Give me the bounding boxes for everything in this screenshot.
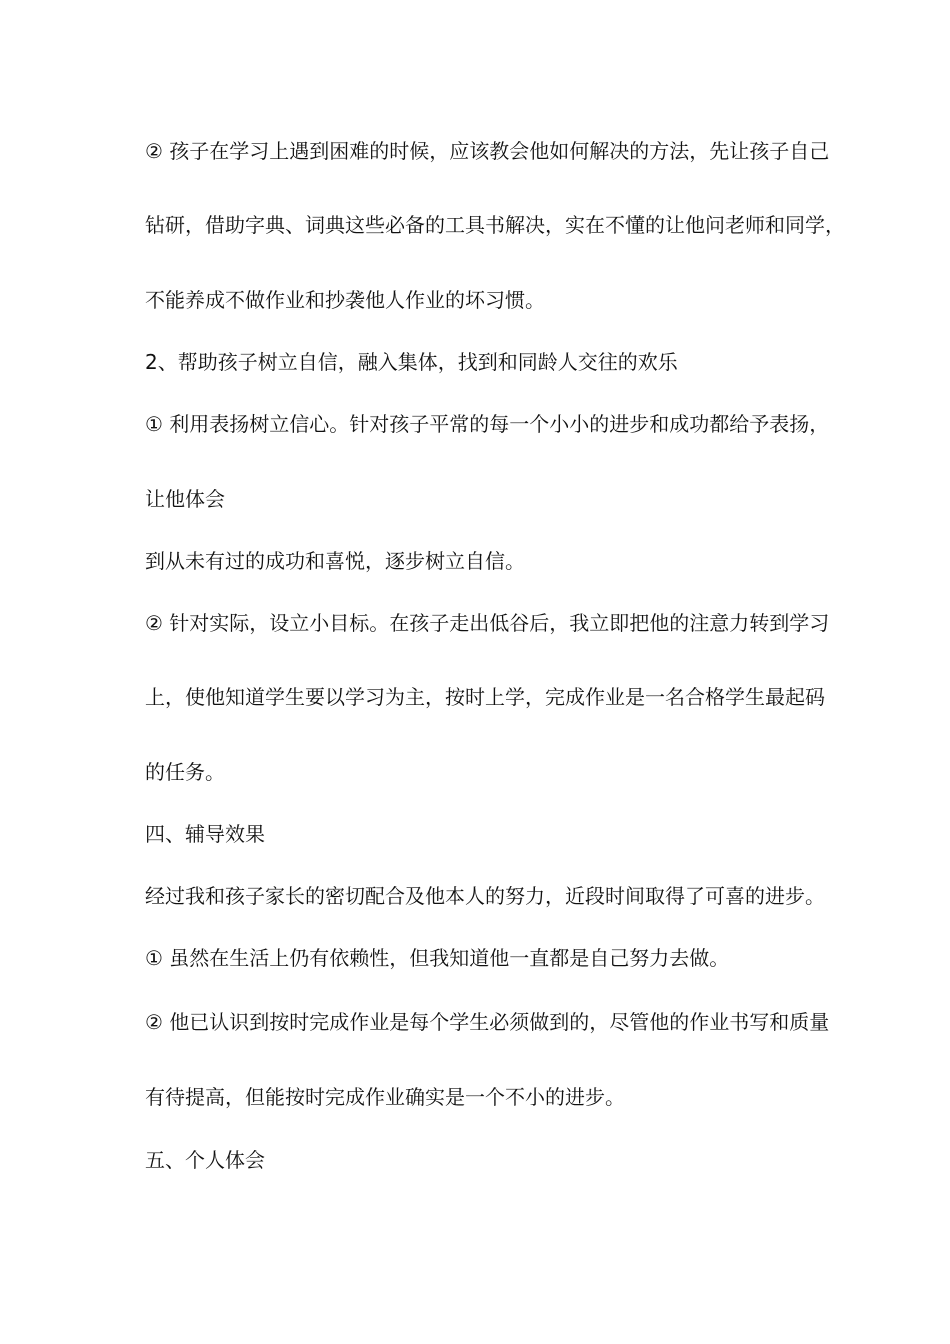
paragraph-line: ② 孩子在学习上遇到困难的时候，应该教会他如何解决的方法，先让孩子自己 <box>145 139 830 163</box>
paragraph-line: ② 针对实际，设立小目标。在孩子走出低谷后，我立即把他的注意力转到学习 <box>145 611 830 635</box>
paragraph-line: ② 他已认识到按时完成作业是每个学生必须做到的，尽管他的作业书写和质量 <box>145 1010 830 1034</box>
paragraph-line: 经过我和孩子家长的密切配合及他本人的努力，近段时间取得了可喜的进步。 <box>145 884 825 908</box>
paragraph-line: ① 虽然在生活上仍有依赖性，但我知道他一直都是自己努力去做。 <box>145 946 730 970</box>
section-heading: 四、辅导效果 <box>145 822 265 846</box>
paragraph-line: 的任务。 <box>145 760 225 784</box>
paragraph-line: 不能养成不做作业和抄袭他人作业的坏习惯。 <box>145 288 545 312</box>
paragraph-line: 到从未有过的成功和喜悦，逐步树立自信。 <box>145 549 525 573</box>
paragraph-line: 让他体会 <box>145 487 225 511</box>
paragraph-line: 上，使他知道学生要以学习为主，按时上学，完成作业是一名合格学生最起码 <box>145 685 825 709</box>
paragraph-line: 钻研，借助字典、词典这些必备的工具书解决，实在不懂的让他问老师和同学， <box>145 213 845 237</box>
paragraph-line: 有待提高，但能按时完成作业确实是一个不小的进步。 <box>145 1085 625 1109</box>
section-subheading: 2、帮助孩子树立自信，融入集体，找到和同龄人交往的欢乐 <box>145 350 678 374</box>
paragraph-line: ① 利用表扬树立信心。针对孩子平常的每一个小小的进步和成功都给予表扬， <box>145 412 830 436</box>
section-heading: 五、个人体会 <box>145 1148 265 1172</box>
